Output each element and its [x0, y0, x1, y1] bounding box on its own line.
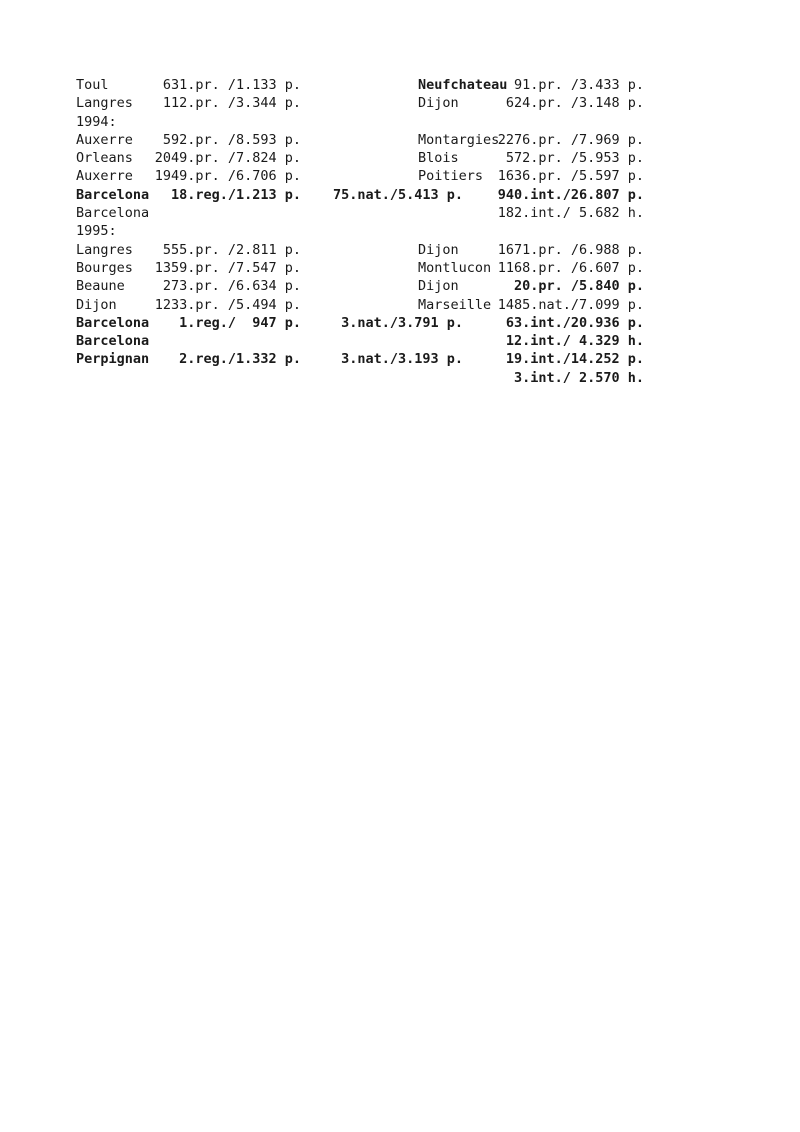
table-row [0, 259, 800, 277]
national-count-cell: 75.nat./5.413 p. [332, 186, 463, 203]
count-cell: 631.pr. /1.133 p. [162, 77, 301, 93]
table-row [0, 94, 800, 112]
city-cell: Barcelona [76, 314, 150, 331]
city-cell-right: Poitiers [418, 168, 484, 185]
count-cell: 18.reg./1.213 p. [170, 186, 301, 203]
count-cell: 112.pr. /3.344 p. [162, 95, 301, 112]
year-heading: 1995: [76, 223, 117, 240]
table-row [0, 131, 800, 149]
city-cell: Perpignan [76, 351, 150, 368]
table-row [0, 149, 800, 167]
table-row [0, 369, 800, 387]
count-cell: 273.pr. /6.634 p. [162, 278, 301, 295]
count-cell-right: 3.int./ 2.570 h. [513, 369, 644, 386]
city-cell-right: Dijon [418, 241, 459, 258]
year-heading-row [0, 222, 800, 240]
city-cell-right: Dijon [418, 278, 459, 295]
city-cell-right: Marseille [418, 296, 492, 313]
city-cell: Beaune [76, 278, 125, 295]
city-cell-right: Montargies [418, 131, 500, 148]
records-table [0, 76, 800, 387]
count-cell-right: 572.pr. /5.953 p. [505, 150, 644, 167]
count-cell-right: 20.pr. /5.840 p. [513, 278, 644, 295]
count-cell: 555.pr. /2.811 p. [162, 241, 301, 258]
count-cell-right: 12.int./ 4.329 h. [505, 333, 644, 350]
count-cell-right: 19.int./14.252 p. [505, 351, 644, 368]
city-cell: Langres [76, 241, 133, 258]
count-cell-right: 1636.pr. /5.597 p. [497, 168, 644, 185]
count-cell: 592.pr. /8.593 p. [162, 131, 301, 148]
city-cell: Barcelona [76, 333, 150, 350]
count-cell-right: 182.int./ 5.682 h. [497, 205, 644, 222]
table-row [0, 241, 800, 259]
city-cell-right: Neufchateau [418, 77, 508, 93]
count-cell: 1949.pr. /6.706 p. [154, 168, 301, 185]
count-cell: 1233.pr. /5.494 p. [154, 296, 301, 313]
table-row [0, 186, 800, 204]
count-cell-right: 1168.pr. /6.607 p. [497, 259, 644, 276]
city-cell: Dijon [76, 296, 117, 313]
table-row [0, 296, 800, 314]
count-cell-right: 624.pr. /3.148 p. [505, 95, 644, 112]
count-cell-right: 1485.nat./7.099 p. [497, 296, 644, 313]
city-cell: Orleans [76, 150, 133, 167]
city-cell: Bourges [76, 259, 133, 276]
table-row [0, 277, 800, 295]
table-row [0, 204, 800, 222]
count-cell-right: 2276.pr. /7.969 p. [497, 131, 644, 148]
table-row [0, 314, 800, 332]
count-cell: 2049.pr. /7.824 p. [154, 150, 301, 167]
city-cell: Langres [76, 95, 133, 112]
year-heading-row [0, 113, 800, 131]
count-cell-right: 1671.pr. /6.988 p. [497, 241, 644, 258]
count-cell-right: 91.pr. /3.433 p. [513, 77, 644, 93]
city-cell: Toul [76, 77, 109, 93]
year-heading: 1994: [76, 113, 117, 130]
count-cell-right: 63.int./20.936 p. [505, 314, 644, 331]
city-cell: Auxerre [76, 131, 133, 148]
count-cell-right: 940.int./26.807 p. [497, 186, 644, 203]
city-cell-right: Dijon [418, 95, 459, 112]
table-row [0, 350, 800, 368]
count-cell: 1359.pr. /7.547 p. [154, 259, 301, 276]
city-cell-right: Montlucon [418, 259, 492, 276]
city-cell: Auxerre [76, 168, 133, 185]
table-row [0, 76, 800, 94]
table-row [0, 167, 800, 185]
count-cell: 1.reg./ 947 p. [179, 314, 301, 331]
national-count-cell: 3.nat./3.193 p. [341, 351, 463, 368]
count-cell: 2.reg./1.332 p. [179, 351, 301, 368]
city-cell: Barcelona [76, 205, 150, 222]
city-cell: Barcelona [76, 186, 150, 203]
city-cell-right: Blois [418, 150, 459, 167]
table-row [0, 332, 800, 350]
national-count-cell: 3.nat./3.791 p. [341, 314, 463, 331]
